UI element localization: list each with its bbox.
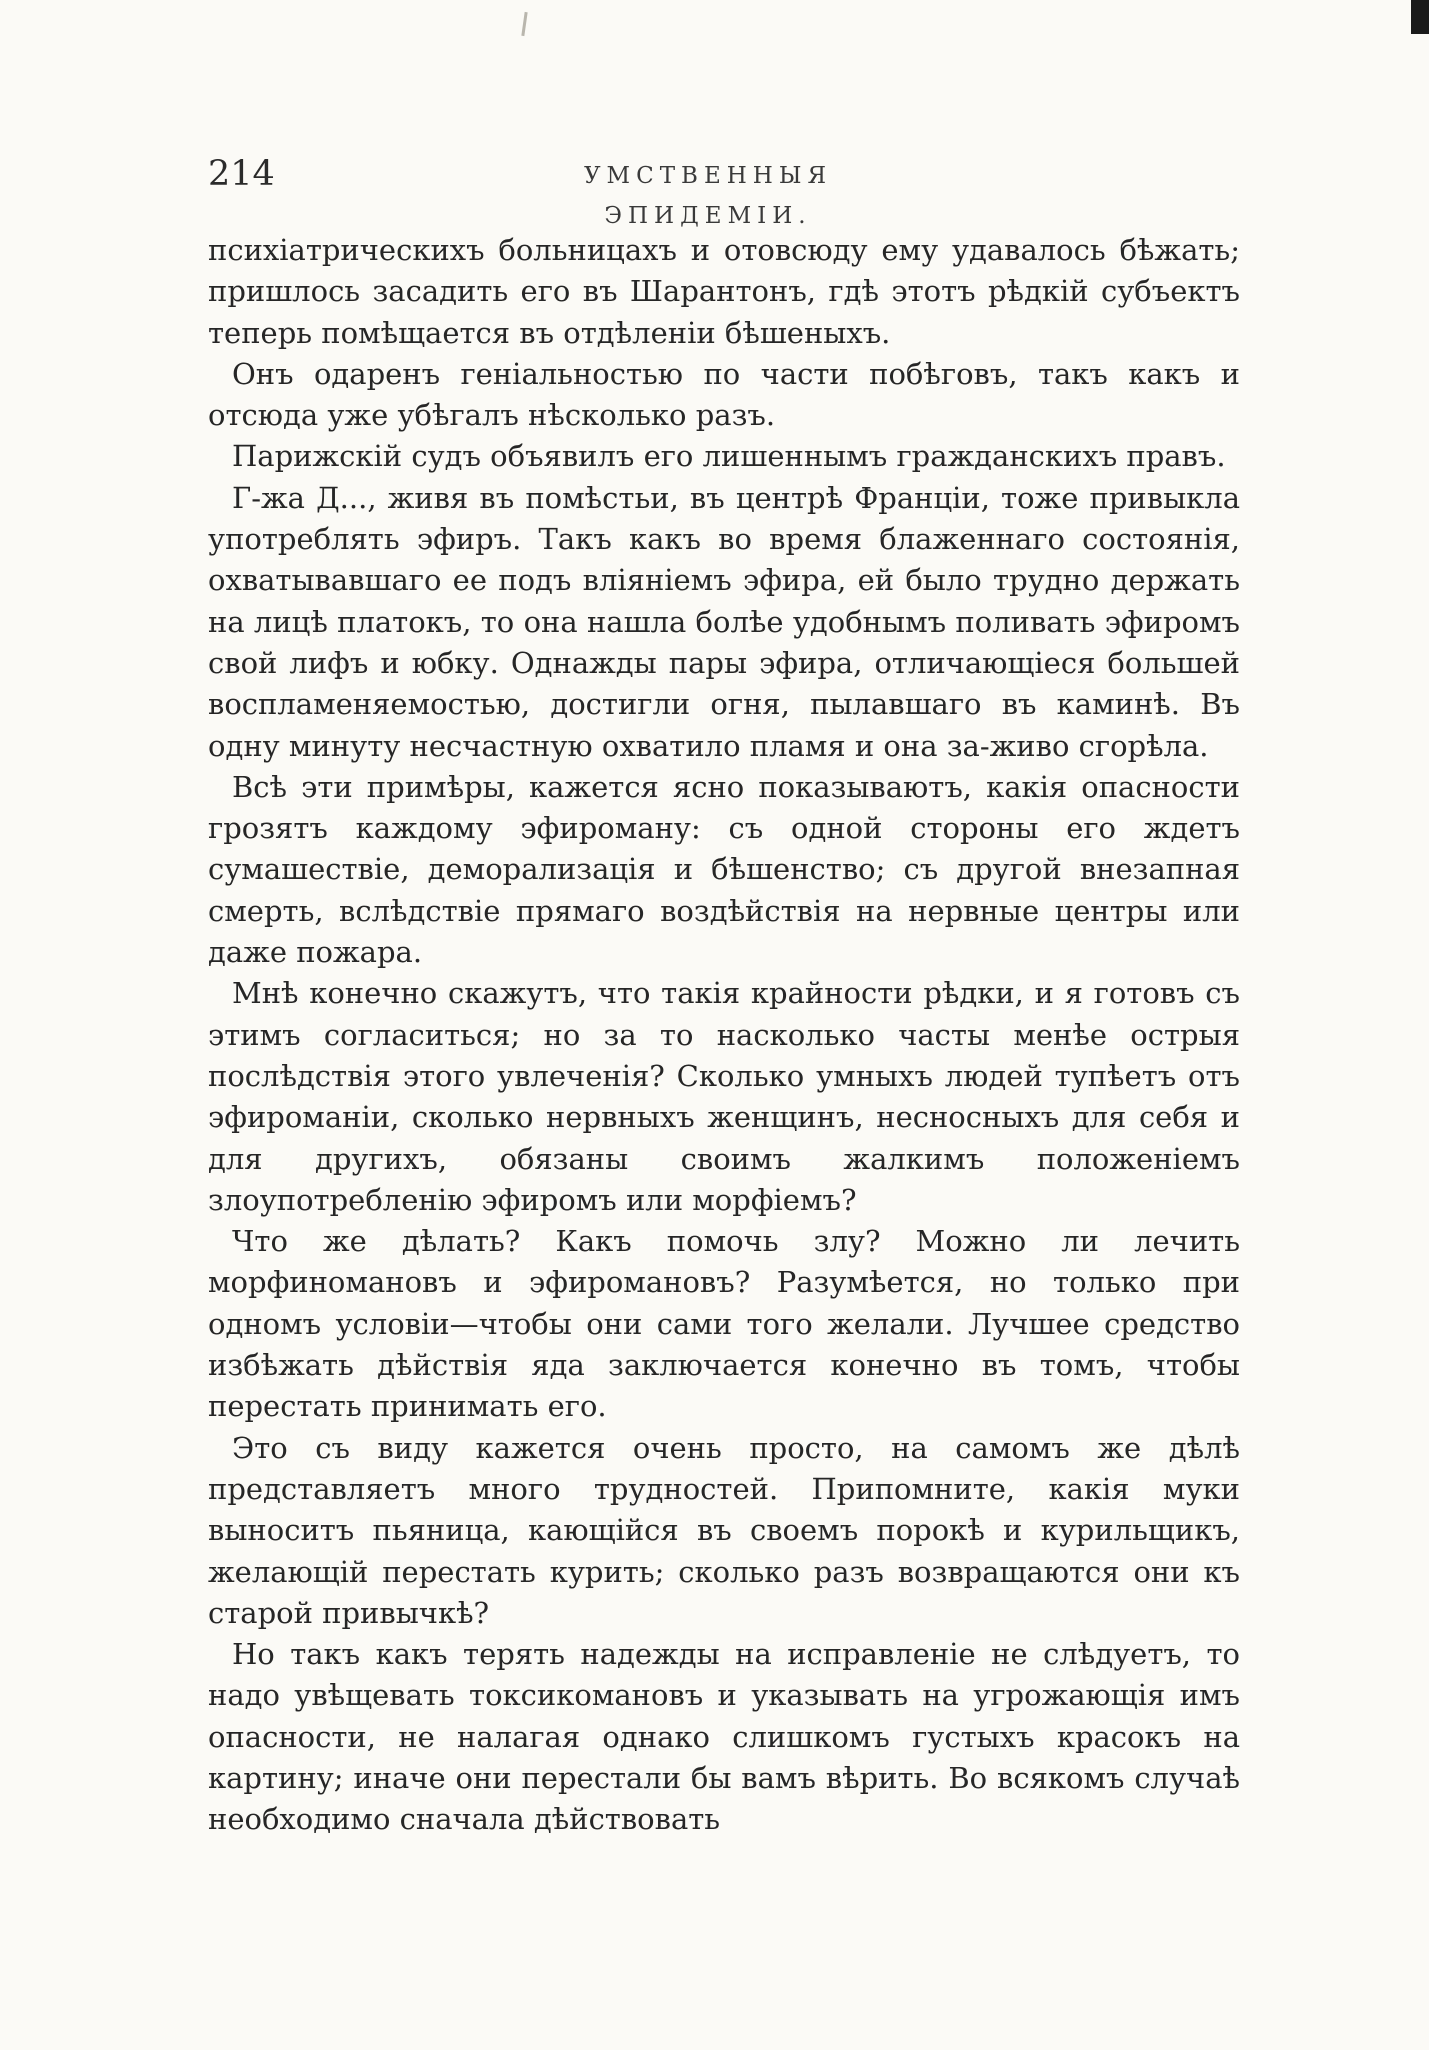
- paragraph-3: Парижскій судъ объявилъ его лишеннымъ гражданскихъ правъ.: [232, 439, 1226, 474]
- running-title: УМСТВЕННЫЯ ЭПИДЕМІИ.: [583, 163, 833, 229]
- paragraph-7: Что же дѣлать? Какъ помочь злу? Можно ли лечить морфиномановъ и эфиромановъ? Разумѣется, но только при одномъ условіи—чтобы они сами того желали. Лучшее средство избѣжать дѣйствія яда заключается конечно въ томъ, чтобы перестать принимать его.: [208, 1224, 1240, 1424]
- paragraph-6: Мнѣ конечно скажутъ, что такія крайности рѣдки, и я готовъ съ этимъ согласиться; но за то насколько часты менѣе острыя послѣдствія этого увлеченія? Сколько умныхъ людей тупѣетъ отъ эфироманіи, сколько нервныхъ женщинъ, несносныхъ для себя и для другихъ, обязаны своимъ жалкимъ положеніемъ злоупотребленію эфиромъ или морфіемъ?: [208, 976, 1240, 1217]
- paragraph-4: Г-жа Д..., живя въ помѣстьи, въ центрѣ Франціи, тоже привыкла употреблять эфиръ. Такъ какъ во время блаженнаго состоянія, охватывавшаго ее подъ вліяніемъ эфира, ей было трудно держать на лицѣ платокъ, то она нашла болѣе удобнымъ поливать эфиромъ свой лифъ и юбку. Однажды пары эфира, отличающіеся большей воспламеняемостью, достигли огня, пылавшаго въ каминѣ. Въ одну минуту несчастную охватило пламя и она за-живо сгорѣла.: [208, 480, 1240, 763]
- page-header: [208, 150, 1228, 229]
- scan-corner-shadow: [1411, 0, 1429, 34]
- scan-stray-mark: [521, 12, 527, 36]
- page-number: 214: [208, 154, 275, 194]
- paragraph-2: Онъ одаренъ геніальностью по части побѣговъ, такъ какъ и отсюда уже убѣгалъ нѣсколько разъ.: [208, 356, 1240, 433]
- paragraph-1: психіатрическихъ больницахъ и отовсюду ему удавалось бѣжать; пришлось засадить его въ Шарантонъ, гдѣ этотъ рѣдкій субъектъ теперь помѣщается въ отдѣленіи бѣшеныхъ.: [208, 233, 1240, 350]
- body-text: [208, 230, 1240, 1841]
- paragraph-5: Всѣ эти примѣры, кажется ясно показываютъ, какія опасности грозятъ каждому эфироману: съ одной стороны его ждетъ сумашествіе, деморализація и бѣшенство; съ другой внезапная смерть, вслѣдствіе прямаго воздѣйствія на нервные центры или даже пожара.: [208, 769, 1240, 970]
- paragraph-8: Это съ виду кажется очень просто, на самомъ же дѣлѣ представляетъ много трудностей. Припомните, какія муки выноситъ пьяница, кающійся въ своемъ порокѣ и курильщикъ, желающій перестать курить; сколько разъ возвращаются они къ старой привычкѣ?: [208, 1430, 1240, 1630]
- paragraph-9: Но такъ какъ терять надежды на исправленіе не слѣдуетъ, то надо увѣщевать токсикомановъ и указывать на угрожающія имъ опасности, не налагая однако слишкомъ густыхъ красокъ на картину; иначе они перестали бы вамъ вѣрить. Во всякомъ случаѣ необходимо сначала дѣйствовать: [208, 1637, 1240, 1837]
